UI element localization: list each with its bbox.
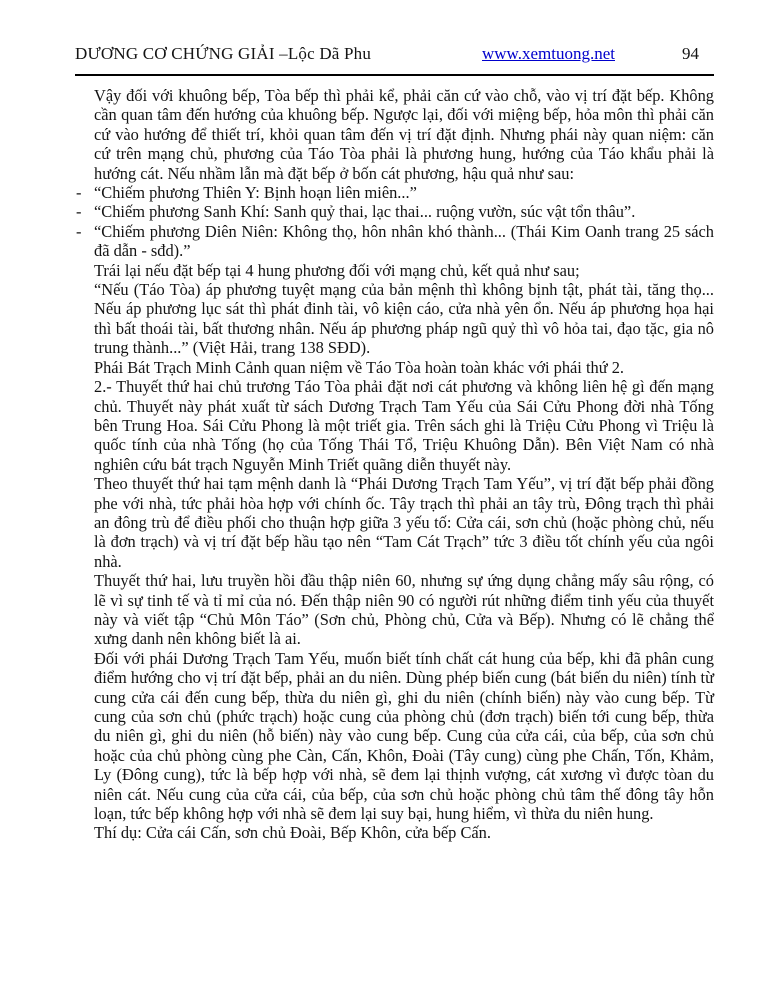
paragraph: Phái Bát Trạch Minh Cảnh quan niệm về Táo Tòa hoàn toàn khác với phái thứ 2. bbox=[94, 357, 624, 377]
bullet-text: “Chiếm phương Thiên Y: Bịnh hoạn liên miên...” bbox=[94, 183, 417, 203]
bullet-item bbox=[75, 183, 714, 202]
bullet-text: “Chiếm phương Diên Niên: Không thọ, hôn nhân khó thành... (Thái Kim Oanh trang 25 sách đã dẫn - sđd).” bbox=[94, 221, 714, 261]
page-number: 94 bbox=[682, 44, 699, 63]
bullet-item bbox=[75, 202, 714, 221]
header-divider bbox=[75, 74, 714, 76]
paragraph: Trái lại nếu đặt bếp tại 4 hung phương đối với mạng chủ, kết quả như sau; bbox=[94, 260, 580, 280]
bullet-item bbox=[75, 222, 714, 261]
bullet-marker: - bbox=[76, 221, 82, 241]
paragraph: Thí dụ: Cửa cái Cấn, sơn chủ Đoài, Bếp Khôn, cửa bếp Cấn. bbox=[94, 823, 491, 843]
document-body bbox=[75, 86, 714, 843]
paragraph: Vậy đối với khuông bếp, Tòa bếp thì phải kể, phải căn cứ vào chỗ, vào vị trí đặt bếp. Không cần quan tâm đến hướng của khuông bếp. Ngược lại, đối với miệng bếp, hỏa môn thì phải căn cứ vào hướng để thiết trí, khỏi quan tâm đến vị trí đặt định. Nhưng phái này quan niệm: căn cứ trên mạng chủ, phương của Táo Tòa phải là phương hung, hướng của Táo khẩu phải là hướng cát. Nếu nhầm lẫn mà đặt bếp ở bốn cát phương, hậu quả như sau: bbox=[94, 86, 714, 183]
paragraph: “Nếu (Táo Tòa) áp phương tuyệt mạng của bản mệnh thì không bịnh tật, phát tài, tăng thọ... Nếu áp phương lục sát thì phát đinh tài, vô kiện cáo, cửa nhà yên ổn. Nếu áp phương họa hại thì bất thoái tài, bất thương nhân. Nếu áp phương pháp ngũ quỷ thì vô hỏa tai, đạo tặc, gia nô trung thành...” (Việt Hải, trang 138 SĐD). bbox=[94, 280, 714, 358]
paragraph: Thuyết thứ hai, lưu truyền hồi đầu thập niên 60, nhưng sự ứng dụng chẳng mấy sâu rộng, có lẽ vì sự tinh tế và tỉ mỉ của nó. Đến thập niên 90 có người rút những điểm tinh yếu của thuyết này và viết tập “Chủ Môn Táo” (Sơn chủ, Phòng chủ, Cửa và Bếp). Nhưng có lẽ chẳng thể xưng danh nên không biết là ai. bbox=[94, 571, 714, 649]
document-title: DƯƠNG CƠ CHỨNG GIẢI –Lộc Dã Phu bbox=[75, 44, 372, 63]
bullet-marker: - bbox=[76, 183, 82, 203]
paragraph: Đối với phái Dương Trạch Tam Yếu, muốn biết tính chất cát hung của bếp, khi đã phân cung điểm hướng cho vị trí đặt bếp, phải an du niên. Dùng phép biến cung (bát biến du niên) tính từ cung cửa cái đến cung bếp, thừa du niên gì, ghi du niên (chính biến) này vào cung bếp. Từ cung của sơn chủ (phức trạch) hoặc cung của phòng chủ (đơn trạch) biến tới cung bếp, thừa du niên gì, ghi du niên (hỗ biến) này vào cung bếp. Cung của cửa cái, của bếp, của sơn chủ hoặc của chủ phòng cùng phe Càn, Cấn, Khôn, Đoài (Tây cung) cùng phe Chấn, Tốn, Khảm, Ly (Đông cung), tức là bếp hợp với nhà, sẽ đem lại thịnh vượng, cát xương vì được tòan du niên cát. Nếu cung của cửa cái, của bếp, của sơn chủ hoặc phòng chủ tâm thế đông tây hỗn loạn, tức bếp không hợp với nhà sẽ đem lại suy bại, hung hiểm, vì thừa du niên hung. bbox=[94, 648, 714, 824]
bullet-text: “Chiếm phương Sanh Khí: Sanh quỷ thai, lạc thai... ruộng vườn, súc vật tổn thâu”. bbox=[94, 202, 636, 222]
website-link[interactable]: www.xemtuong.net bbox=[482, 44, 615, 63]
bullet-marker: - bbox=[76, 202, 82, 222]
page-header bbox=[75, 44, 713, 68]
paragraph: Theo thuyết thứ hai tạm mệnh danh là “Phái Dương Trạch Tam Yếu”, vị trí đặt bếp phải đồng phe với nhà, tức phải hòa hợp với chính ốc. Tây trạch thì phải an tây trù, Đông trạch thì phải an đông trù để điều phối cho thuận hợp giữa 3 yếu tố: Cửa cái, sơn chủ (hoặc phòng chủ, nếu là đơn trạch) và vị trí đặt bếp hầu tạo nên “Tam Cát Trạch” tức 3 điều tốt chính yếu của ngôi nhà. bbox=[94, 474, 714, 571]
paragraph: 2.- Thuyết thứ hai chủ trương Táo Tòa phải đặt nơi cát phương và không liên hệ gì đến mạng chủ. Thuyết này phát xuất từ sách Dương Trạch Tam Yếu của Sái Cửu Phong đời nhà Tống bên Trung Hoa. Sái Cửu Phong là một triết gia. Trên sách ghi là Triệu Cửu Phong vì Triệu là quốc tính của nhà Tống (họ của Tống Thái Tổ, Triệu Khuông Dẫn). Bên Việt Nam có nhà nghiên cứu bát trạch Nguyễn Minh Triết quãng diễn thuyết này. bbox=[94, 377, 714, 474]
